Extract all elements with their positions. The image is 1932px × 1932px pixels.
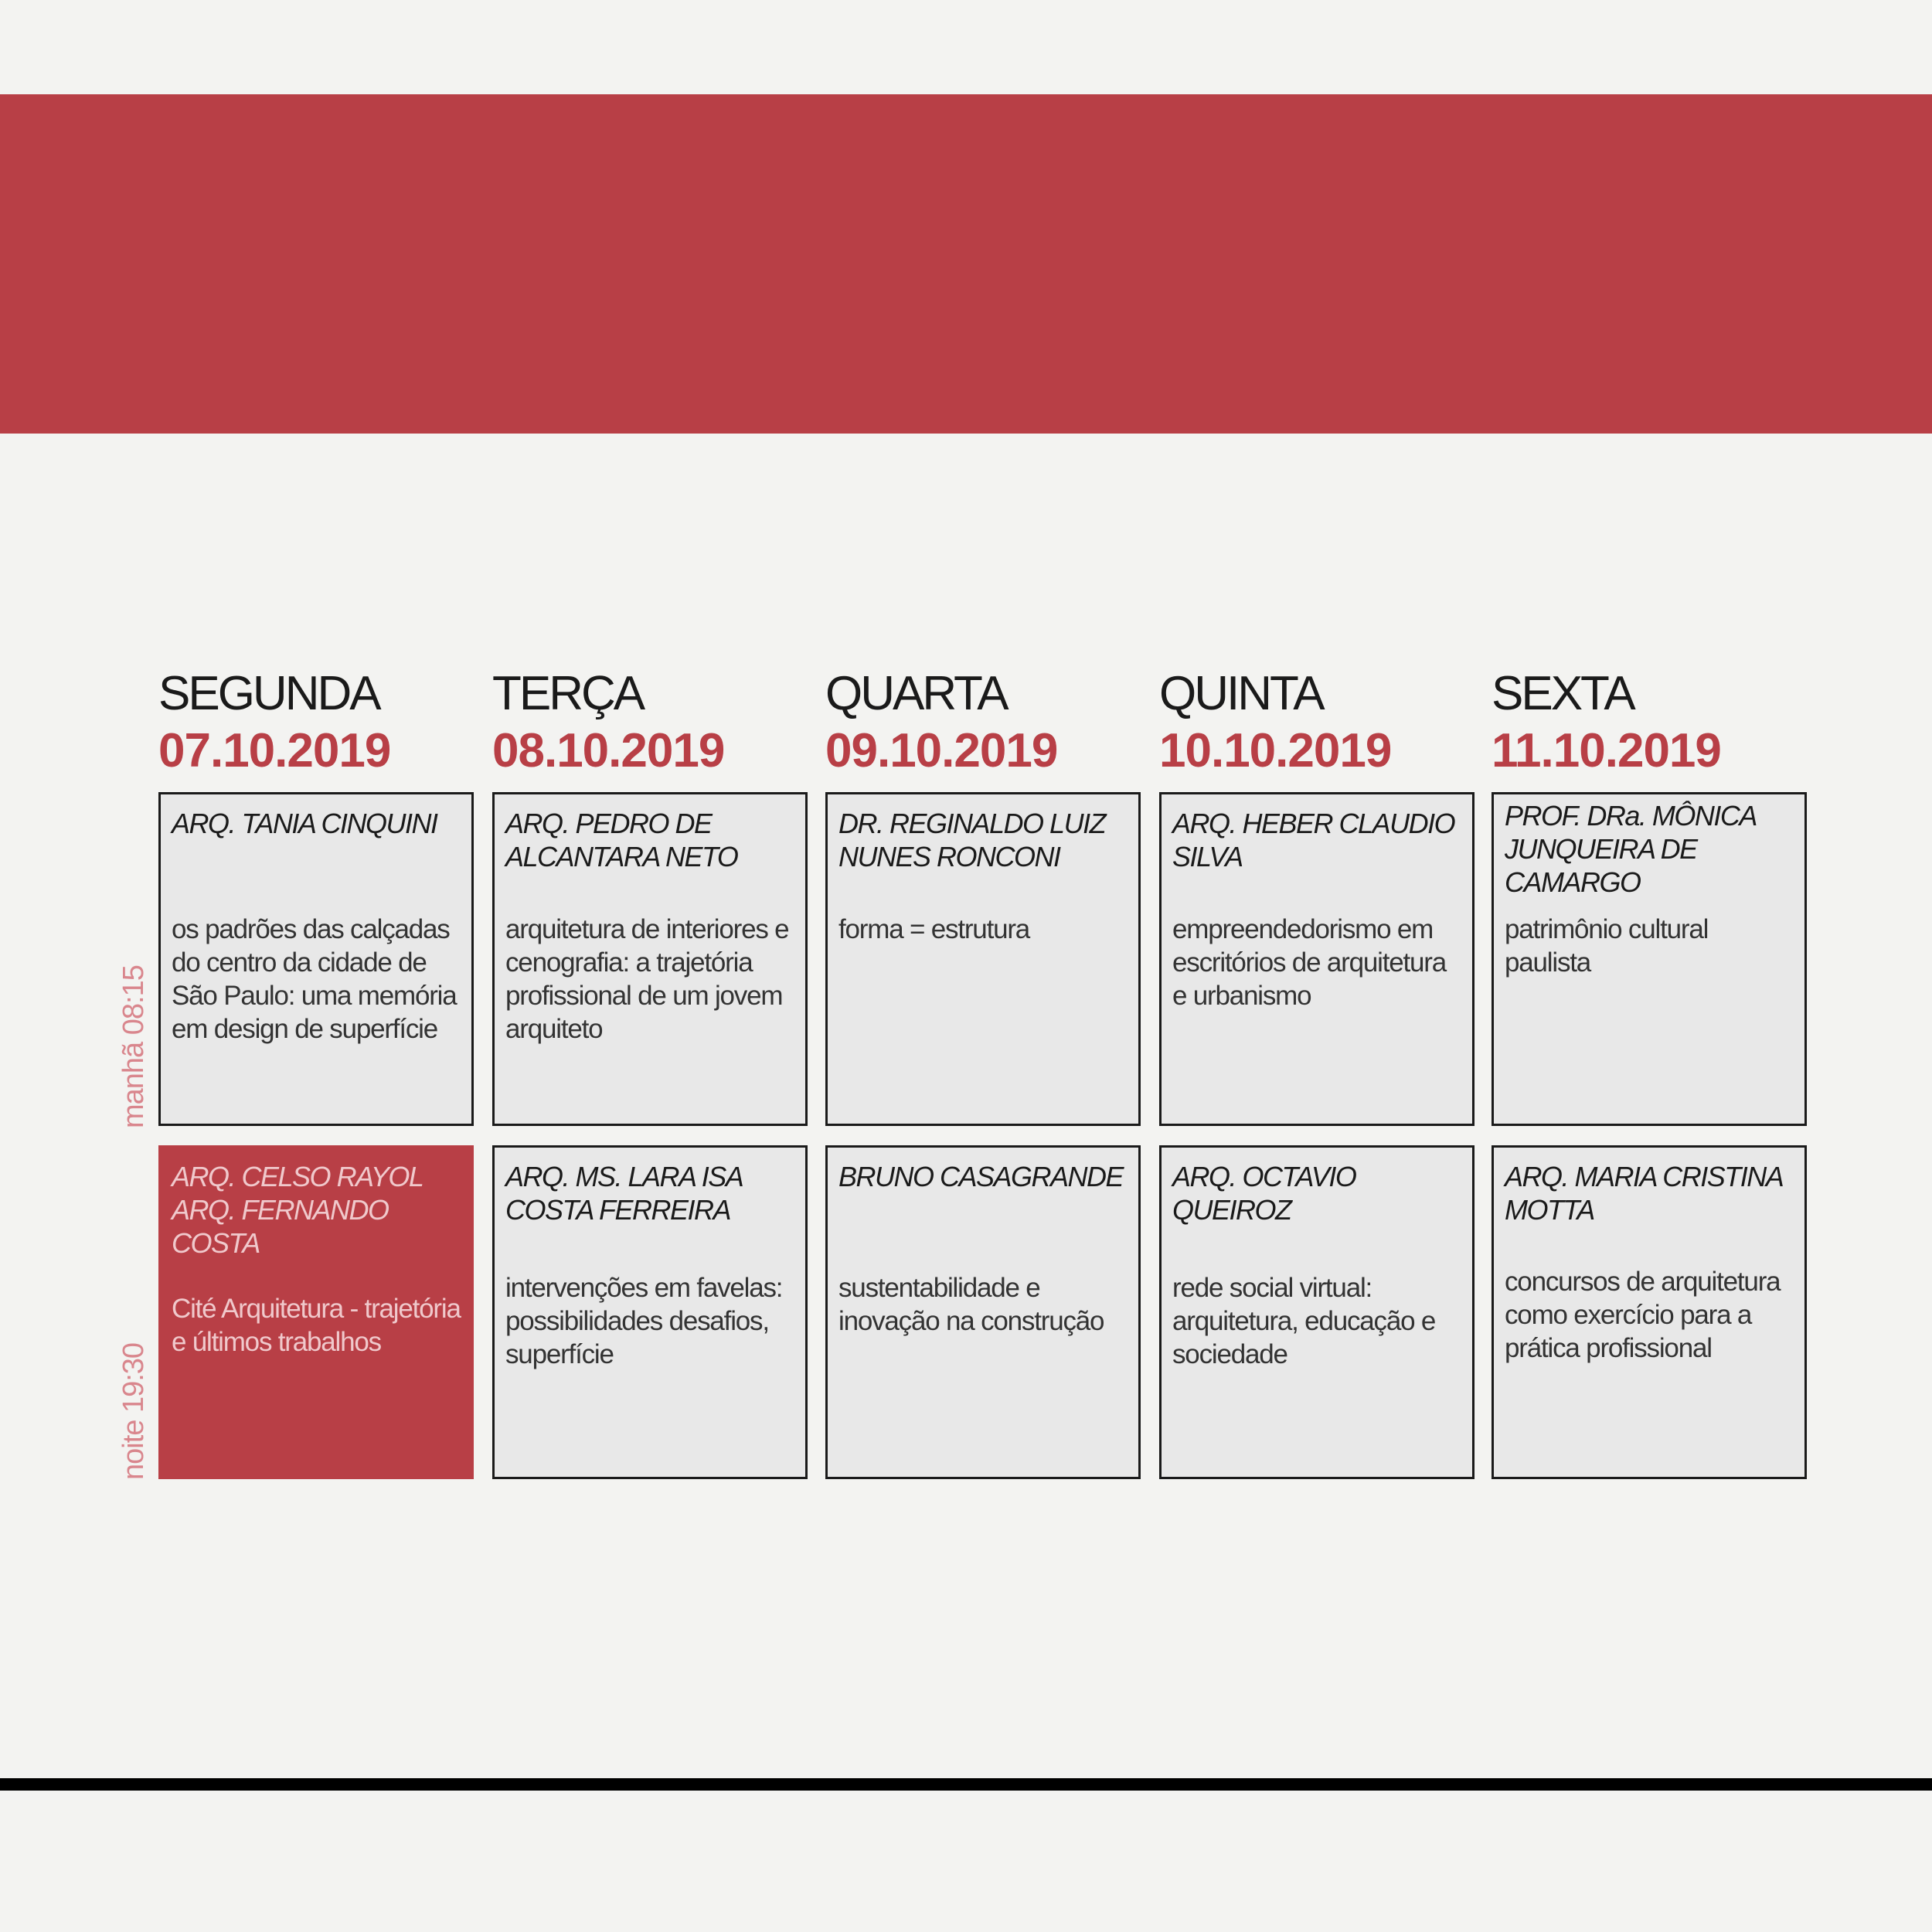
session-card-morning-quinta (1159, 792, 1475, 1126)
day-header-segunda (158, 666, 483, 779)
day-date: 11.10.2019 (1492, 724, 1721, 777)
day-name: QUINTA (1159, 667, 1323, 720)
session-topic: arquitetura de interiores e cenografia: a trajetória profissional de um jovem arquiteto (505, 914, 789, 1044)
day-name: SEGUNDA (158, 667, 379, 720)
session-topic: Cité Arquitetura - trajetória e últimos trabalhos (172, 1294, 461, 1357)
speaker-name: PROF. DRa. MÔNICA JUNQUEIRA DE CAMARGO (1505, 800, 1756, 898)
day-header-quarta (825, 666, 1150, 779)
day-date: 07.10.2019 (158, 724, 391, 777)
speaker-name: DR. REGINALDO LUIZ NUNES RONCONI (838, 808, 1106, 872)
speaker-name: ARQ. CELSO RAYOL ARQ. FERNANDO COSTA (172, 1161, 423, 1259)
speaker-name: BRUNO CASAGRANDE (838, 1161, 1124, 1192)
session-topic: forma = estrutura (838, 914, 1030, 944)
day-name: SEXTA (1492, 667, 1634, 720)
session-card-morning-quarta (825, 792, 1141, 1126)
row-label-morning: manhã 08:15 (117, 965, 150, 1128)
session-card-morning-terca (492, 792, 808, 1126)
session-topic: concursos de arquitetura como exercício para a prática profissional (1505, 1267, 1781, 1363)
session-card-morning-segunda (158, 792, 474, 1126)
speaker-name: ARQ. MARIA CRISTINA MOTTA (1505, 1161, 1782, 1226)
speaker-name: ARQ. PEDRO DE ALCANTARA NETO (505, 808, 738, 872)
day-name: TERÇA (492, 667, 644, 720)
day-header-terca (492, 666, 817, 779)
session-topic: rede social virtual: arquitetura, educação e sociedade (1172, 1273, 1436, 1369)
session-topic: patrimônio cultural paulista (1505, 914, 1709, 978)
day-date: 10.10.2019 (1159, 724, 1392, 777)
session-card-evening-quarta (825, 1145, 1141, 1479)
day-date: 09.10.2019 (825, 724, 1058, 777)
day-date: 08.10.2019 (492, 724, 725, 777)
header-banner (0, 94, 1932, 434)
session-topic: intervenções em favelas: possibilidades desafios, superfície (505, 1273, 783, 1369)
session-card-evening-segunda (158, 1145, 474, 1479)
day-header-quinta (1159, 666, 1484, 779)
day-header-sexta (1492, 666, 1816, 779)
session-topic: sustentabilidade e inovação na construção (838, 1273, 1104, 1336)
day-name: QUARTA (825, 667, 1007, 720)
session-card-morning-sexta (1492, 792, 1807, 1126)
speaker-name: ARQ. MS. LARA ISA COSTA FERREIRA (505, 1161, 742, 1226)
row-label-evening: noite 19:30 (117, 1342, 150, 1480)
speaker-name: ARQ. OCTAVIO QUEIROZ (1172, 1161, 1356, 1226)
session-card-evening-sexta (1492, 1145, 1807, 1479)
speaker-name: ARQ. HEBER CLAUDIO SILVA (1172, 808, 1455, 872)
session-card-evening-quinta (1159, 1145, 1475, 1479)
session-topic: empreendedorismo em escritórios de arquitetura e urbanismo (1172, 914, 1446, 1011)
session-card-evening-terca (492, 1145, 808, 1479)
session-topic: os padrões das calçadas do centro da cidade de São Paulo: uma memória em design de superfície (172, 914, 457, 1044)
speaker-name: ARQ. TANIA CINQUINI (172, 808, 437, 839)
bottom-divider (0, 1778, 1932, 1791)
